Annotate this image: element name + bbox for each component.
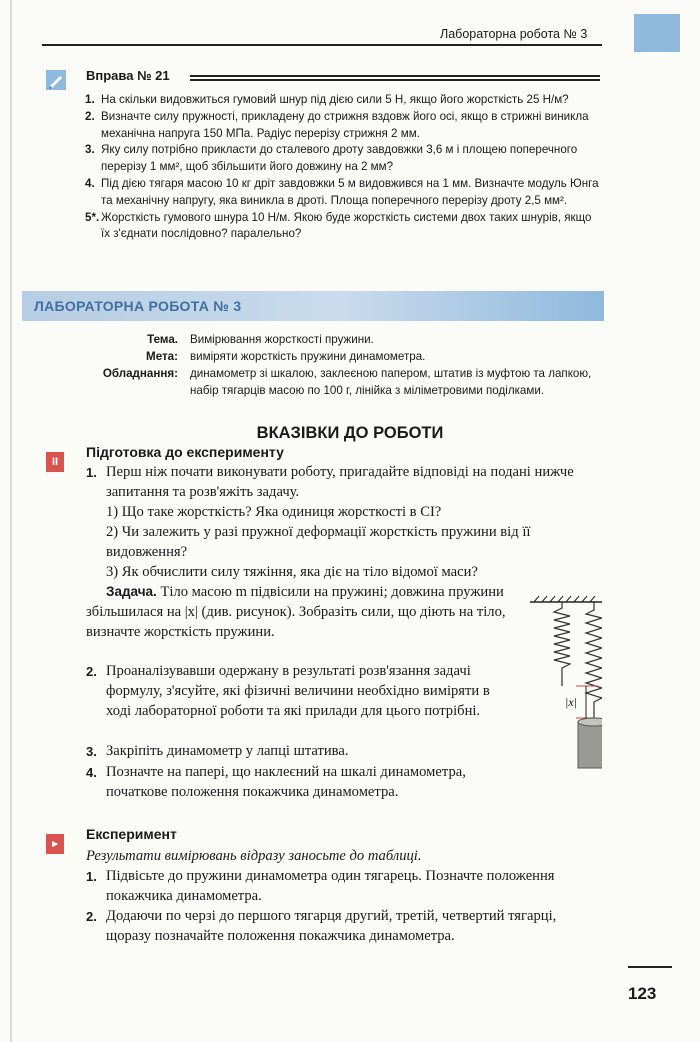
task-label: Задача. — [106, 584, 157, 599]
weight-block — [578, 722, 602, 768]
spring-figure — [530, 596, 602, 776]
prep-step-number: 4. — [86, 765, 97, 780]
exercise-title: Вправа № 21 — [86, 68, 170, 83]
exercise-item-number: 4. — [85, 176, 95, 190]
experiment-step-text: Підвісьте до пружини динамометра один тягарець. Позначте положення покажчика динамометра. — [106, 868, 555, 904]
exercise-item-text: Яку силу потрібно прикласти до сталевого дроту завдовжки 3,6 м і площею поперечного перерізу 1 мм², щоб збільшити його довжину на 2 мм? — [101, 143, 578, 174]
exercise-item-text: На скільки видовжиться гумовий шнур під дією сили 5 Н, якщо його жорсткість 25 Н/м? — [101, 93, 569, 106]
ceiling-hatch — [530, 596, 602, 602]
weight-top — [578, 718, 602, 726]
exercise-rule — [190, 79, 600, 81]
topic-label: Тема. — [147, 333, 178, 346]
equipment-label: Обладнання: — [102, 367, 178, 380]
section-marker-icon — [46, 452, 64, 472]
experiment-note: Результати вимірювань відразу заносьте до таблиці. — [86, 848, 422, 864]
exercise-item-text: Під дією тягаря масою 10 кг дріт завдовжки 5 м видовжився на 1 мм. Визначте модуль Юнга та механічну напругу, яка виникла в дроті. Площа поперечного перерізу дроту 2,5 мм². — [101, 176, 599, 207]
spring-unloaded — [554, 602, 570, 686]
section-marker-text: II — [51, 456, 59, 468]
exercise-item — [86, 210, 600, 244]
page-number: 123 — [628, 984, 657, 1003]
prep-step-number: 1. — [86, 465, 97, 480]
topic-value: Вимірювання жорсткості пружини. — [190, 333, 374, 346]
question-1: 1) Що таке жорсткість? Яка одиниця жорсткості в СІ? — [106, 504, 442, 520]
running-header: Лабораторна робота № 3 — [440, 27, 588, 41]
exercise-item-number: 1. — [85, 93, 95, 106]
prep-step-text: Закріпіть динамометр у лапці штатива. — [106, 743, 349, 759]
exercise-item — [86, 92, 600, 109]
exercise-list — [86, 92, 600, 243]
experiment-step-number: 1. — [86, 869, 97, 884]
exercise-item-text: Жорсткість гумового шнура 10 Н/м. Якою буде жорсткість системи двох таких шнурів, якщо їх з'єднати послідовно? паралельно? — [101, 210, 592, 241]
question-3: 3) Як обчислити силу тяжіння, яка діє на тіло відомої маси? — [106, 564, 478, 580]
extension-label: |x| — [565, 695, 577, 709]
equipment-value: динамометр зі шкалою, заклеєною папером, штатив із муфтою та лапкою, набір тягарців масою по 100 г, лінійка з міліметровими поділками. — [190, 367, 592, 397]
exercise-item-number: 2. — [85, 109, 95, 123]
task-text: Тіло масою m підвісили на пружині; довжина пружини збільшилася на |x| (див. рисунок). Зобразіть сили, що діють на тіло, визначте жорсткість пружини. — [86, 584, 506, 640]
exercise-item — [86, 109, 600, 143]
exercise-item — [86, 176, 600, 210]
page-number-rule — [628, 966, 672, 968]
prep-step-number: 2. — [86, 664, 97, 679]
header-rule — [42, 44, 602, 46]
spring-loaded — [586, 602, 602, 718]
question-2-text: 2) Чи залежить у разі пружної деформації жорсткість пружини від її видовження? — [106, 524, 531, 560]
preparation-title: Підготовка до експерименту — [86, 444, 284, 460]
experiment-step-text: Додаючи по черзі до першого тягарця другий, третій, четвертий тягарці, щоразу позначайте положення покажчика динамометра. — [106, 908, 557, 944]
experiment-step-number: 2. — [86, 909, 97, 924]
task-paragraph — [86, 582, 510, 642]
section-marker-icon — [46, 834, 64, 854]
prep-step-text: Проаналізувавши одержану в результаті розв'язання задачі формулу, з'ясуйте, які фізичні величини необхідно виміряти в ході лабораторної роботи та які прилади для цього потрібні. — [106, 663, 490, 719]
prep-step-number: 3. — [86, 744, 97, 759]
goal-value: виміряти жорсткість пружини динамометра. — [190, 350, 426, 363]
question-2 — [106, 522, 600, 562]
exercise-item — [86, 142, 600, 176]
lab-title: ЛАБОРАТОРНА РОБОТА № 3 — [34, 298, 242, 314]
page-spine-line — [10, 0, 12, 1042]
section-marker-text: ▸ — [52, 838, 58, 850]
exercise-item-number: 5*. — [85, 210, 100, 224]
goal-label: Мета: — [146, 350, 178, 363]
pencil-icon — [46, 70, 66, 90]
exercise-item-number: 3. — [85, 143, 95, 157]
prep-step-text: Позначте на папері, що наклеєний на шкалі динамометра, початкове положення покажчика динамометра. — [106, 764, 466, 800]
exercise-rule — [190, 75, 600, 77]
corner-tab — [634, 14, 680, 52]
experiment-title: Експеримент — [86, 826, 177, 842]
instructions-heading: ВКАЗІВКИ ДО РОБОТИ — [256, 424, 444, 442]
prep-step-text: Перш ніж почати виконувати роботу, пригадайте відповіді на подані нижче запитання та розв'яжіть задачу. — [106, 464, 574, 500]
exercise-item-text: Визначте силу пружності, прикладену до стрижня вздовж його осі, якщо в стрижні виникла механічна напруга 150 МПа. Радіус перерізу стрижня 2 мм. — [101, 109, 589, 140]
